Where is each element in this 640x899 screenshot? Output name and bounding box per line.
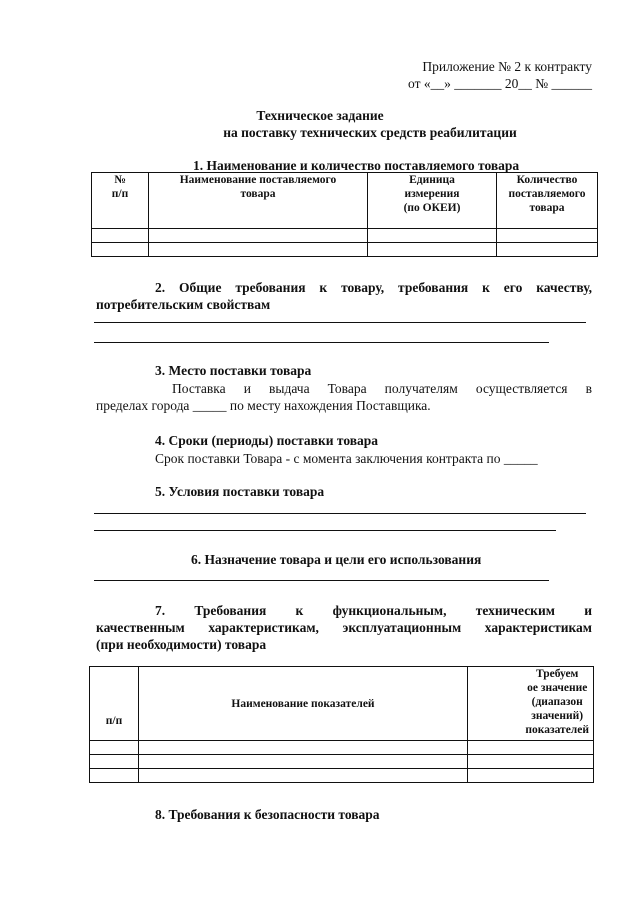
section-8-heading: 8. Требования к безопасности товара xyxy=(155,807,380,822)
blank-line xyxy=(94,342,549,343)
goods-table-header-number: № п/п xyxy=(92,173,149,229)
section-4-text: Срок поставки Товара - с момента заключения контракта по _____ xyxy=(155,451,538,466)
section-7-heading-line-2: качественным характеристикам, эксплуатационным характеристикам xyxy=(96,620,592,635)
specs-table xyxy=(89,666,594,783)
appendix-line-1: Приложение № 2 к контракту xyxy=(422,59,592,74)
section-3-text-line-2: пределах города _____ по месту нахождения Поставщика. xyxy=(96,398,431,413)
blank-line xyxy=(94,513,586,514)
blank-line xyxy=(94,322,586,323)
blank-line xyxy=(94,580,549,581)
goods-table-header-name: Наименование поставляемого товара xyxy=(149,173,368,229)
section-2-heading-line-2: потребительским свойствам xyxy=(96,297,271,312)
doc-title: Техническое задание xyxy=(256,108,384,123)
section-3-heading: 3. Место поставки товара xyxy=(155,363,312,378)
section-1-heading: 1. Наименование и количество поставляемого товара xyxy=(193,158,520,173)
section-6-heading: 6. Назначение товара и цели его использования xyxy=(191,552,482,567)
section-2-heading-line-1: 2. Общие требования к товару, требования к его качеству, xyxy=(155,280,592,295)
table-row xyxy=(90,769,594,783)
section-3-text-line-1: Поставка и выдача Товара получателям осуществляется в xyxy=(172,381,592,396)
table-row xyxy=(92,243,598,257)
specs-table-header-number: п/п xyxy=(90,667,139,741)
specs-table-header-name: Наименование показателей xyxy=(139,667,468,741)
section-4-heading: 4. Сроки (периоды) поставки товара xyxy=(155,433,379,448)
goods-table-header-quantity: Количество поставляемого товара xyxy=(497,173,598,229)
goods-table-header-unit: Единица измерения (по ОКЕИ) xyxy=(368,173,497,229)
section-7-heading-line-3: (при необходимости) товара xyxy=(96,637,267,652)
section-7-heading-line-1: 7. Требования к функциональным, техническим и xyxy=(155,603,592,618)
specs-table-header-value: Требуем ое значение (диапазон значений) показателей xyxy=(468,667,594,741)
table-row xyxy=(90,755,594,769)
table-row xyxy=(90,741,594,755)
blank-line xyxy=(94,530,556,531)
table-row xyxy=(92,229,598,243)
doc-subtitle: на поставку технических средств реабилитации xyxy=(223,125,517,140)
appendix-line-2: от «__» _______ 20__ № ______ xyxy=(408,76,592,91)
section-5-heading: 5. Условия поставки товара xyxy=(155,484,325,499)
goods-table xyxy=(91,172,598,257)
